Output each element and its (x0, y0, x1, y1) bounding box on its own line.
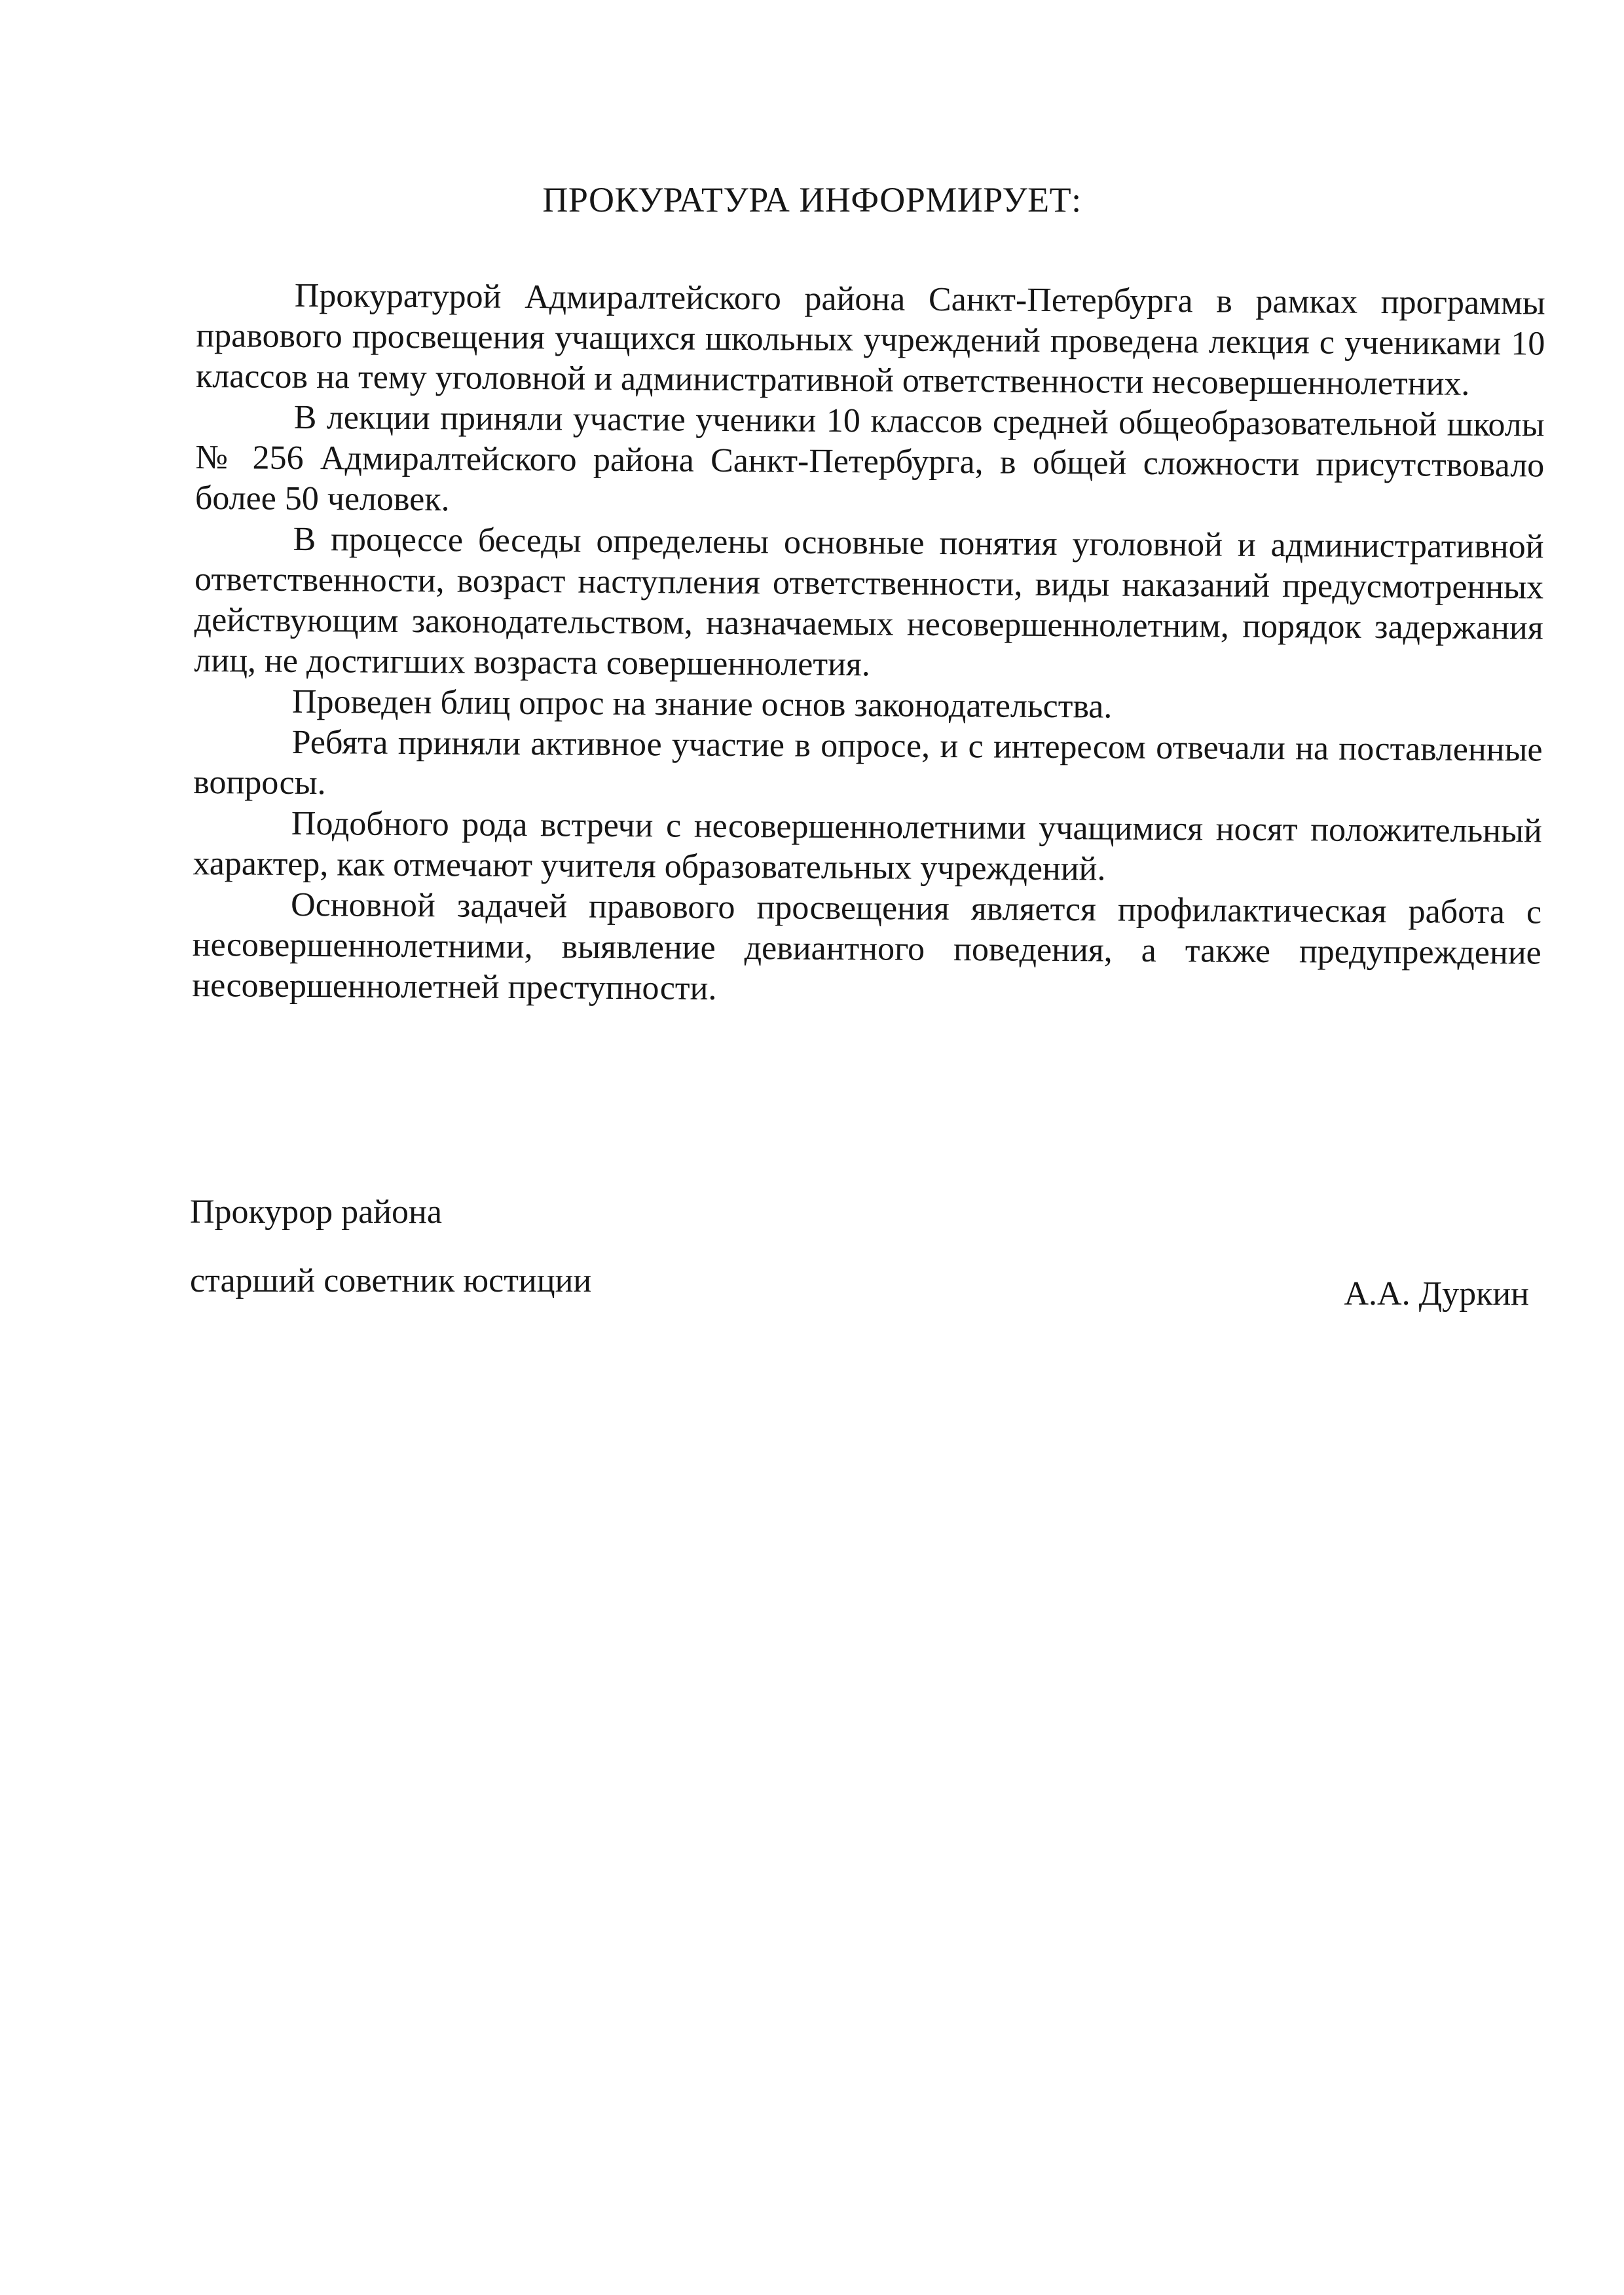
document-title: ПРОКУРАТУРА ИНФОРМИРУЕТ: (542, 180, 1082, 219)
paragraph-2: В лекции приняли участие ученики 10 классов средней общеобразовательной школы № 256 Адмиралтейского района Санкт-Петербурга, в общей сложности присутствовало более 50 человек. (194, 398, 1545, 519)
document-body (192, 275, 1545, 1015)
paragraph-1: Прокуратурой Адмиралтейского района Санкт-Петербурга в рамках программы правового просвещения учащихся школьных учреждений проведена лекция с учениками 10 классов на тему уголовной и административной ответственности несовершеннолетних. (195, 276, 1545, 403)
signature-rank: старший советник юстиции (190, 1262, 592, 1299)
signature-position: Прокурор района (190, 1193, 442, 1231)
paragraph-6: Подобного рода встречи с несовершеннолетними учащимися носят положительный характер, как отмечают учителя образовательных учреждений. (193, 804, 1543, 888)
signature-name: А.А. Дуркин (1344, 1275, 1529, 1313)
paragraph-4: Проведен блиц опрос на знание основ законодательства. (291, 682, 1113, 726)
paragraph-7: Основной задачей правового просвещения является профилактическая работа с несовершеннолетними, выявление девиантного поведения, а также предупреждение несовершеннолетней преступности. (192, 886, 1542, 1007)
paragraph-3: В процессе беседы определены основные понятия уголовной и административной ответственности, возраст наступления ответственности, виды наказаний предусмотренных действующим законодательством, назначаемых несовершеннолетним, порядок задержания лиц, не достигших возраста совершеннолетия. (194, 520, 1544, 684)
paragraph-5: Ребята приняли активное участие в опросе, и с интересом отвечали на поставленные вопросы. (193, 723, 1543, 802)
